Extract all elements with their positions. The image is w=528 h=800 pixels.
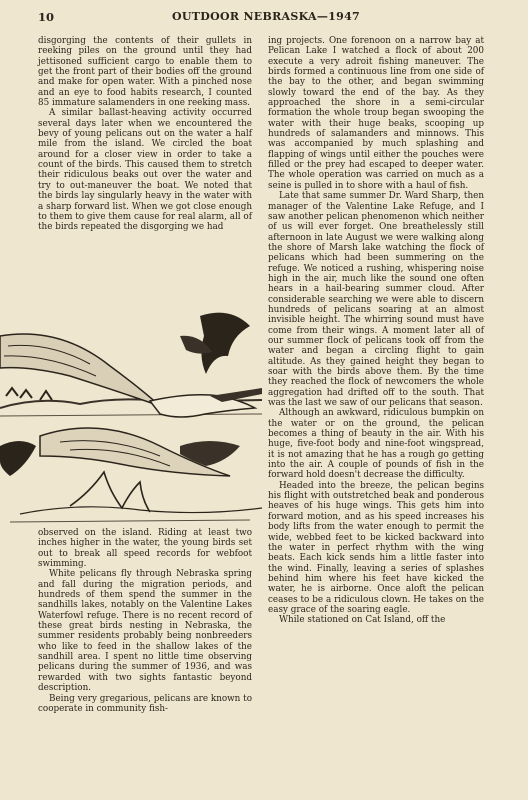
paragraph: observed on the island. Riding at least two inches higher in the water, the young birds set out to break all speed records for webfoot swimming.	[38, 528, 252, 570]
paragraph: While stationed on Cat Island, off the	[279, 615, 446, 626]
page-header	[38, 10, 494, 28]
paragraph: Late that same summer Dr. Ward Sharp, then manager of the Valentine Lake Refuge, and I saw another pelican phenomenon which neither of us will ever forget. One breathelessly still afternoon in late August we were walking along the shore of Marsh lake watching the flock of pelicans which had been summering on the refuge. We noticed a rushing, whispering noise high in the air, much like the sound one often hears in a hail-bearing summer cloud. After considerable searching we were able to discern hundreds of pelicans soaring at an almost invisible height. The whirring sound must have come from their wings. A moment later all of our summer flock of pelicans took off from the water and began a circling flight to gain altitude. As they gained height they began to soar with the birds above them. By the time they reached the flock of newcomers the whole aggregation had drifted off to the south. That was the last we saw of our pelicans that season.	[268, 191, 484, 409]
paragraph: Headed into the breeze, the pelican begins his flight with outstretched beak and ponderous heaves of his huge wings. This gets him into forward motion, and as his speed increases his body lifts from the water enough to permit the wide, webbed feet to be kicked backward into the water in perfect rhythm with the wing beats. Each kick sends him a little faster into the wind. Finally, leaving a series of splashes behind him where his feet have kicked the water, he is airborne. Once aloft the pelican ceases to be a ridiculous clown. He takes on the easy grace of the soaring eagle.	[268, 480, 484, 615]
left-column-bottom	[38, 528, 252, 714]
paragraph: Being very gregarious, pelicans are known to cooperate in community fish-	[38, 693, 252, 714]
paragraph: A similar ballast-heaving activity occurred several days later when we encountered the bevy of young pelicans out on the water a half mile from the island. We circled the boat around for a closer view in order to take a count of the birds. This caused them to stretch their ridiculous beaks out over the water and try to out-maneuver the boat. We noted that the birds lay singularly heavy in the water with a sharp forward list. When we got close enough to them to give them cause for real alarm, all of the birds repeated the disgorging we had	[38, 108, 252, 233]
paragraph: ing projects. One forenoon on a narrow bay at Pelican Lake I watched a flock of about 200 execute a very adroit fishing maneuver. The birds formed a continuous line from one side of the bay to the other, and began swimming slowly toward the end of the bay. As they approached the shore in a semi-circular formation the whole troup began swooping the water with their huge beaks, scooping up hundreds of salamanders and minnows. This was accompanied by much splashing and flapping of wings until either the pouches were filled or the prey had escaped to deeper water. The whole operation was carried on much as a seine is pulled in to shore with a haul of fish.	[268, 36, 484, 191]
left-column-top	[38, 36, 252, 233]
running-head: OUTDOOR NEBRASKA—1947	[172, 10, 360, 23]
pelican-illustration	[0, 296, 262, 524]
paragraph: White pelicans fly through Nebraska spring and fall during the migration periods, and hundreds of them spend the summer in the sandhills lakes, notably on the Valentine Lakes Waterfowl refuge. There is no recent record of these great birds nesting in Nebraska, the summer residents probably being nonbreeders who like to feed in the shallow lakes of the sandhill area. I spent no little time observing pelicans during the summer of 1936, and was rewarded with two sights fantastic beyond description.	[38, 569, 252, 694]
paragraph: Although an awkward, ridiculous bumpkin on the water or on the ground, the pelican becomes a thing of beauty in the air. With his huge, five-foot body and nine-foot wingspread, it is not amazing that he has a rough go getting into the air. A couple of pounds of fish in the forward hold doesn't decrease the difficulty.	[268, 408, 484, 481]
paragraph: disgorging the contents of their gullets in reeking piles on the ground until they had jettisoned sufficient cargo to enable them to get the front part of their bodies off the ground and make for open water. With a pinched nose and an eye to food habits research, I counted 85 immature salamenders in one reeking mass.	[38, 36, 252, 109]
page-number: 10	[38, 10, 55, 24]
right-column	[268, 36, 484, 626]
